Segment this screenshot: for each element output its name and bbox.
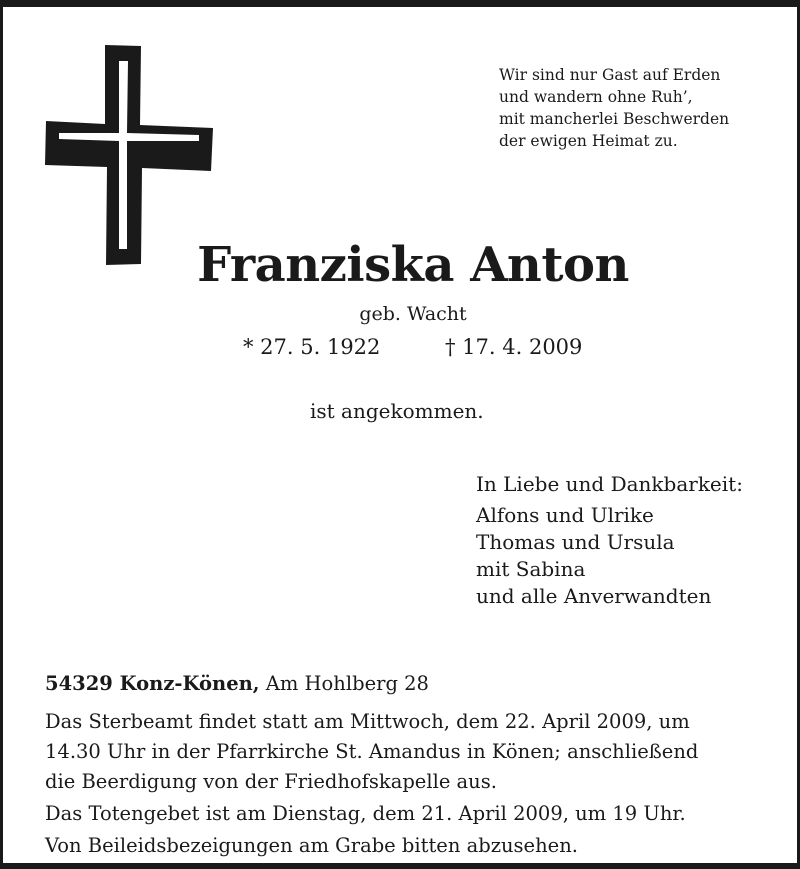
poem-line: mit mancherlei Beschwerden <box>499 110 730 128</box>
mourner-name: mit Sabina <box>476 557 586 581</box>
arrived-text: ist angekommen. <box>310 399 484 423</box>
address <box>45 670 429 698</box>
address-city: 54329 Konz-Könen, <box>45 672 260 695</box>
mourners-block <box>476 471 743 610</box>
maiden-name: geb. Wacht <box>359 303 467 325</box>
mourner-name: Alfons und Ulrike <box>476 503 654 527</box>
poem-line: Wir sind nur Gast auf Erden <box>499 66 721 84</box>
address-street: Am Hohlberg 28 <box>265 672 429 695</box>
service-line: Das Sterbeamt findet statt am Mittwoch, dem 22. April 2009, um <box>45 710 690 733</box>
poem-line: der ewigen Heimat zu. <box>499 132 678 150</box>
poem <box>499 64 729 152</box>
service-line: 14.30 Uhr in der Pfarrkirche St. Amandus in Könen; anschließend <box>45 740 699 763</box>
service-line: die Beerdigung von der Friedhofskapelle aus. <box>45 770 497 793</box>
mourner-name: und alle Anverwandten <box>476 584 712 608</box>
mourner-name: Thomas und Ursula <box>476 530 675 554</box>
prayer-info: Das Totengebet ist am Dienstag, dem 21. April 2009, um 19 Uhr. <box>45 802 686 825</box>
service-info <box>45 707 775 861</box>
mourners-intro: In Liebe und Dankbarkeit: <box>476 472 743 496</box>
birth-date: * 27. 5. 1922 <box>243 335 381 359</box>
deceased-name: Franziska Anton <box>197 237 629 293</box>
death-date: † 17. 4. 2009 <box>445 335 583 359</box>
poem-line: und wandern ohne Ruh’, <box>499 88 693 106</box>
condolence-note: Von Beileidsbezeigungen am Grabe bitten abzusehen. <box>45 834 578 857</box>
